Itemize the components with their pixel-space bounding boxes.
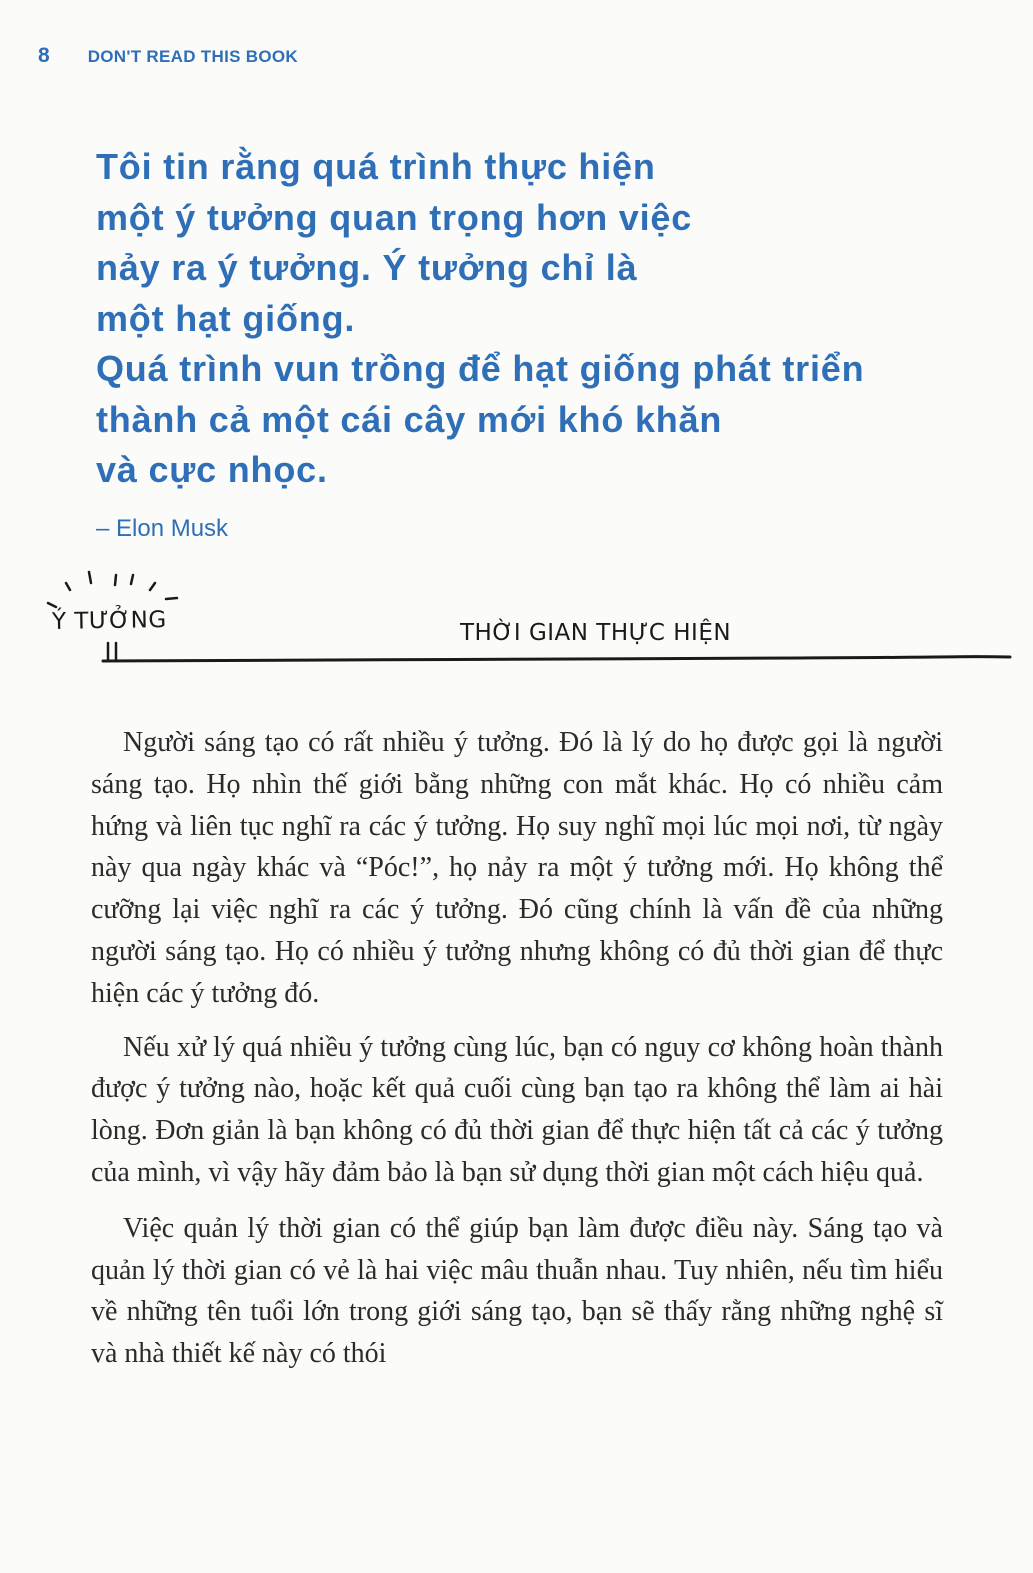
- quote-attribution: – Elon Musk: [96, 515, 229, 542]
- body-paragraph: Người sáng tạo có rất nhiều ý tưởng. Đó là lý do họ được gọi là người sáng tạo. Họ nhìn thế giới bằng những con mắt khác. Họ có nhiều cảm hứng và liên tục nghĩ ra các ý tưởng. Họ suy nghĩ mọi lúc mọi nơi, từ ngày này qua ngày khác và “Póc!”, họ nảy ra một ý tưởng mới. Họ không thể cưỡng lại việc nghĩ ra các ý tưởng. Đó cũng chính là vấn đề của những người sáng tạo. Họ có nhiều ý tưởng nhưng không có đủ thời gian để thực hiện các ý tưởng đó.: [91, 727, 943, 1009]
- quote-line: Quá trình vun trồng để hạt giống phát triển: [96, 348, 865, 389]
- timeline-line: [103, 657, 1010, 661]
- running-header: [38, 44, 298, 68]
- quote-line: nảy ra ý tưởng. Ý tưởng chỉ là: [96, 247, 638, 288]
- body-paragraph: Nếu xử lý quá nhiều ý tưởng cùng lúc, bạn có nguy cơ không hoàn thành được ý tưởng nào, hoặc kết quả cuối cùng bạn tạo ra không thể làm ai hài lòng. Đơn giản là bạn không có đủ thời gian để thực hiện tất cả các ý tưởng của mình, vì vậy hãy đảm bảo là bạn sử dụng thời gian một cách hiệu quả.: [91, 1031, 943, 1188]
- idea-spark-icon: [48, 572, 177, 607]
- quote-line: một ý tưởng quan trọng hơn việc: [96, 196, 693, 238]
- pull-quote: [96, 142, 976, 496]
- quote-line: Tôi tin rằng quá trình thực hiện: [96, 146, 656, 187]
- body-text: [91, 722, 943, 1375]
- body-paragraph: Việc quản lý thời gian có thể giúp bạn làm được điều này. Sáng tạo và quản lý thời gian có vẻ là hai việc mâu thuẫn nhau. Tuy nhiên, nếu tìm hiểu về những tên tuổi lớn trong giới sáng tạo, bạn sẽ thấy rằng những nghệ sĩ và nhà thiết kế này có thói: [91, 1212, 943, 1370]
- idea-label: Ý TƯỞNG: [51, 607, 167, 635]
- idea-marker-icon: [108, 643, 116, 660]
- execution-time-label: THỜI GIAN THỰC HIỆN: [460, 620, 732, 646]
- quote-line: một hạt giống.: [96, 297, 356, 339]
- quote-line: thành cả một cái cây mới khó khăn: [96, 398, 723, 440]
- page-number: 8: [38, 44, 50, 67]
- quote-line: và cực nhọc.: [96, 449, 328, 490]
- book-title: DON'T READ THIS BOOK: [87, 47, 298, 66]
